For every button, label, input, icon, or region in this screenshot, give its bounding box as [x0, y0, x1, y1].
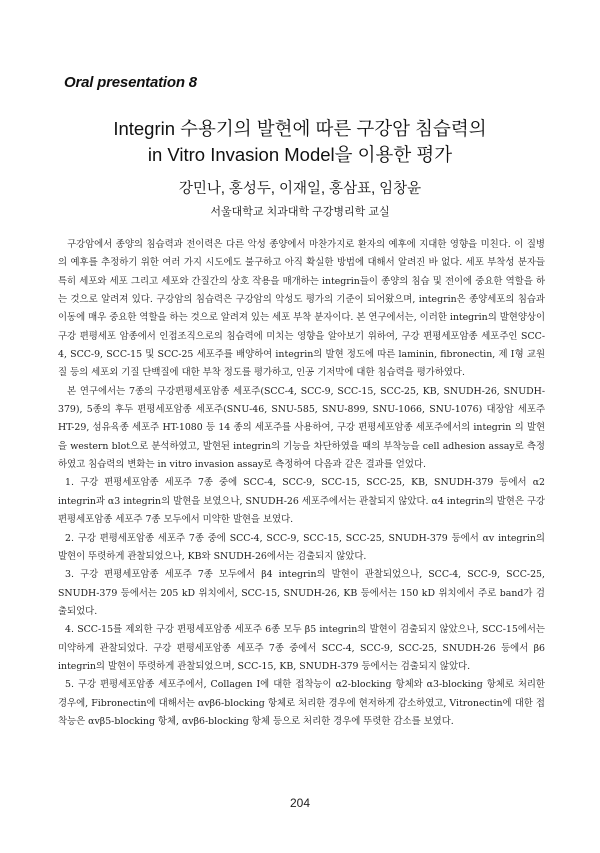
methods-paragraph: 본 연구에서는 7종의 구강편평세포암종 세포주(SCC-4, SCC-9, SCC-15, SCC-25, KB, SNUDH-26, SNUDH-379), 5종의 후두 편평세포암종 세포주(SNU-46, SNU-585, SNU-899, SNU-1066, SNU-1076) 대장암 세포주 HT-29, 섬유육종 세포주 HT-1080 등 14 종의 세포주를 사용하여, 구강 편평세포암종 세포주에서의 integrin 의 발현을 western blot으로 분석하였고, 발현된 integrin의 기능을 차단하였을 때의 부착능을 cell adhesion assay로 측정하였고 침습력의 변화는 in vitro invasion assay로 측정하여 다음과 같은 결과를 얻었다.	[58, 385, 545, 471]
title-line-2: in Vitro Invasion Model을 이용한 평가	[147, 144, 453, 165]
page-number: 204	[289, 796, 311, 810]
author-list: 강민나, 홍성두, 이재일, 홍삼표, 임창윤	[178, 181, 422, 197]
result-item-2: 2. 구강 편평세포암종 세포주 7종 중에 SCC-4, SCC-9, SCC-15, SCC-25, SNUDH-379 등에서 αv integrin의 발현이 뚜렷하게 관찰되었으나, KB와 SNUDH-26에서는 검출되지 않았다.	[58, 532, 545, 562]
result-item-4: 4. SCC-15를 제외한 구강 편평세포암종 세포주 6종 모두 β5 integrin의 발현이 검출되지 않았으나, SCC-15에서는 미약하게 관찰되었다. 구강 편평세포암종 세포주 7종 중에서 SCC-4, SCC-9, SCC-25, SNUDH-26 등에서 β6 integrin의 발현이 뚜렷하게 관찰되었으며, SCC-15, KB, SNUDH-379 등에서는 검출되지 않았다.	[58, 624, 545, 672]
affiliation: 서울대학교 치과대학 구강병리학 교실	[210, 206, 390, 218]
paper-title	[60, 116, 540, 168]
title-line-1: Integrin 수용기의 발현에 따른 구강암 침습력의	[113, 118, 487, 139]
intro-paragraph: 구강암에서 종양의 침습력과 전이력은 다른 악성 종양에서 마찬가지로 환자의 예후에 지대한 영향을 미친다. 이 질병의 예후를 추정하기 위한 여러 가지 시도에도 불구하고 아직 확실한 방법에 대해서 알려진 바 없다. 세포 부착성 분자들 특히 세포와 세포 그리고 세포와 간질간의 상호 작용을 매개하는 integrin들이 종양의 침습 및 전이에 중요한 역할을 하는 것으로 알려져 있다. 구강암의 침습력은 구강암의 악성도 평가의 기준이 되어왔으며, integrin은 종양세포의 침습과 이동에 매우 중요한 역할을 하는 것으로 알려져 있는 세포 부착 분자이다. 본 연구에서는, 이러한 integrin의 발현양상이 구강 편평세포 암종에서 인접조직으로의 침습력에 미치는 영향을 알아보기 위하여, 구강 편평세포암종 세포주인 SCC-4, SCC-9, SCC-15 및 SCC-25 세포주를 배양하여 integrin의 발현 정도에 따른 laminin, fibronectin, 제 Ⅰ형 교원질 등의 세포외 기질 단백질에 대한 부착 정도를 평가하고, 인공 기저막에 대한 침습력을 평가하였다.	[58, 239, 546, 379]
result-item-3: 3. 구강 편평세포암종 세포주 7종 모두에서 β4 integrin의 발현이 관찰되었으나, SCC-4, SCC-9, SCC-25, SNUDH-379 등에서는 205 kD 위치에서, SCC-15, SNUDH-26, KB 등에서는 150 kD 위치에서 주로 band가 검출되었다.	[58, 569, 545, 617]
result-item-1: 1. 구강 편평세포암종 세포주 7종 중에 SCC-4, SCC-9, SCC-15, SCC-25, KB, SNUDH-379 등에서 α2 integrin과 α3 integrin의 발현을 보였으나, SNUDH-26 세포주에서는 관찰되지 않았다. α4 integrin의 발현은 구강 편평세포암종 세포주 7종 모두에서 미약한 발현을 보였다.	[58, 477, 545, 526]
section-label: Oral presentation 8	[64, 74, 197, 91]
abstract-body	[58, 236, 545, 731]
result-item-5: 5. 구강 편평세포암종 세포주에서, Collagen I에 대한 접착능이 α2-blocking 항체와 α3-blocking 항체로 처리한 경우에, Fibronectin에 대해서는 αvβ6-blocking 항체로 처리한 경우에 현저하게 감소하였고, Vitronectin에 대한 접착능은 αvβ5-blocking 항체, αvβ6-blocking 항체 등으로 처리한 경우에 뚜렷한 감소를 보였다.	[58, 679, 545, 727]
